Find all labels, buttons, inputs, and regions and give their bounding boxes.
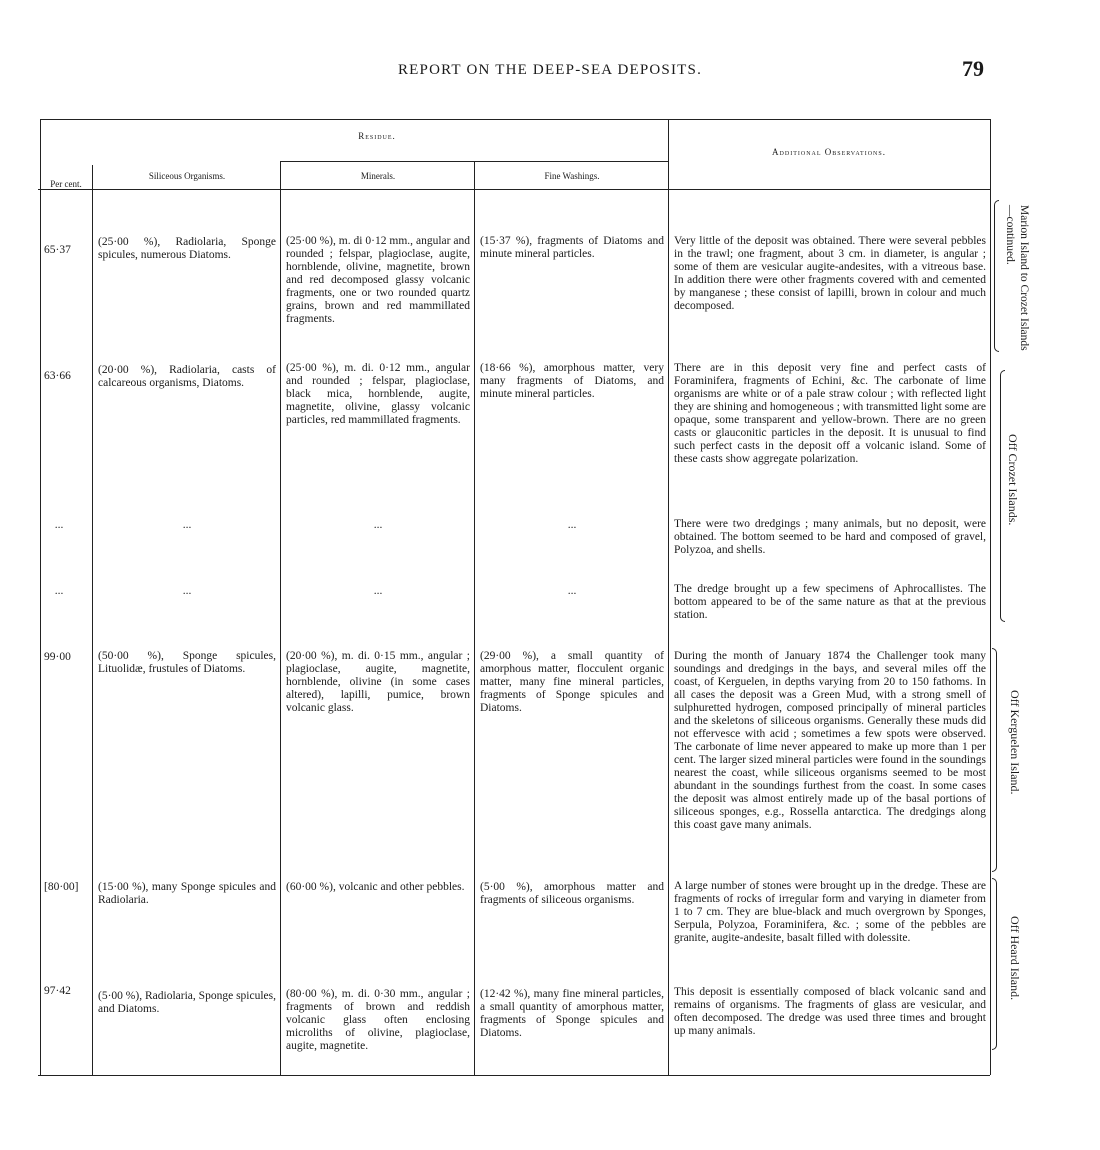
siliceous-heading: Siliceous Organisms. [148, 171, 226, 181]
row7-minerals: (80·00 %), m. di. 0·30 mm., angular ; fragments of brown and reddish volcanic glass often enclosing microliths of olivine, plagioclase, augite, magnetite. [286, 988, 470, 1052]
side-label-kerguelen: Off Kerguelen Island. [1008, 690, 1022, 795]
table-top-rule [40, 119, 990, 120]
col-rule-2 [280, 161, 281, 1075]
minerals-heading: Minerals. [360, 171, 396, 181]
row5-minerals: (20·00 %), m. di. 0·15 mm., angular ; plagioclase, augite, magnetite, hornblende, olivine (in some cases altered), lapilli, pumice, brown volcanic glass. [286, 650, 470, 714]
row1-per-cent: 65·37 [44, 244, 71, 256]
row3-observations: There were two dredgings ; many animals, but no deposit, were obtained. The bottom seemed to be hard and composed of gravel, Polyzoa, and shells. [674, 518, 986, 556]
row2-fine-washings: (18·66 %), amorphous matter, very many fragments of Diatoms, and minute mineral particles. [480, 362, 664, 400]
row5-siliceous: (50·00 %), Sponge spicules, Lituolidæ, frustules of Diatoms. [98, 650, 276, 675]
row1-observations: Very little of the deposit was obtained. There were several pebbles in the trawl; one fragment, about 3 cm. in diameter, is angular ; some of them are vesicular augite-andesites, with a vitreous base. In addition there were other fragments covered with and cemented by manganese ; these consist of lapilli, brown in colour and much decomposed. [674, 235, 986, 312]
row6-fine-washings: (5·00 %), amorphous matter and fragments of siliceous organisms. [480, 881, 664, 906]
row1-minerals: (25·00 %), m. di 0·12 mm., angular and rounded ; felspar, plagioclase, augite, hornblende, olivine, magnetite, brown and red decomposed glassy volcanic fragments, one or two rounded quartz grains, brown and red mammillated fragments. [286, 235, 470, 325]
side-label-marion: Marion Island to Crozet Islands—continued. [1004, 205, 1030, 351]
row6-siliceous: (15·00 %), many Sponge spicules and Radiolaria. [98, 881, 276, 906]
row3-fine-washings: ... [567, 519, 577, 531]
residue-heading: Residue. [358, 131, 396, 141]
row2-observations: There are in this deposit very fine and perfect casts of Foraminifera, fragments of Echini, &c. The carbonate of lime organisms are white or of a pale straw colour ; with reflected light they are shining and homogeneous ; with transmitted light some are opaque, some transparent and yellow-brown. There are no green casts or glauconitic particles in the deposit. It is unusual to find such perfect casts in the deposit off a volcanic island. Some of these casts show aggregate polarization. [674, 362, 986, 465]
table-left-rule [40, 119, 41, 1075]
observations-heading: Additional Observations. [772, 147, 886, 157]
row7-siliceous: (5·00 %), Radiolaria, Sponge spicules, and Diatoms. [98, 990, 276, 1015]
table-bottom-rule [38, 1075, 990, 1076]
side-label-crozet: Off Crozet Islands. [1006, 434, 1020, 526]
row2-minerals: (25·00 %), m. di. 0·12 mm., angular and rounded ; felspar, plagioclase, black mica, hornblende, augite, magnetite, olivine, glassy volcanic particles, red mammillated fragments. [286, 362, 470, 426]
row4-siliceous: ... [182, 585, 192, 597]
row4-per-cent: ... [54, 585, 64, 597]
row6-minerals: (60·00 %), volcanic and other pebbles. [286, 881, 465, 893]
crozet-brace [1000, 370, 1005, 622]
row1-siliceous: (25·00 %), Radiolaria, Sponge spicules, numerous Diatoms. [98, 236, 276, 261]
row7-fine-washings: (12·42 %), many fine mineral particles, a small quantity of amorphous matter, fragments of Sponge spicules and Diatoms. [480, 988, 664, 1039]
row4-observations: The dredge brought up a few specimens of Aphrocallistes. The bottom appeared to be of the same nature as that at the previous station. [674, 583, 986, 621]
heard-brace [992, 878, 997, 1050]
kerguelen-brace [992, 648, 997, 872]
row3-per-cent: ... [54, 519, 64, 531]
header-bottom-rule [38, 189, 990, 190]
page-number: 79 [962, 56, 984, 81]
row2-per-cent: 63·66 [44, 370, 71, 382]
row3-siliceous: ... [182, 519, 192, 531]
marion-brace [994, 200, 999, 352]
fine-washings-heading: Fine Washings. [544, 171, 600, 181]
row5-per-cent: 99·00 [44, 651, 71, 663]
row6-observations: A large number of stones were brought up in the dredge. These are fragments of rocks of irregular form and varying in diameter from 1 to 7 cm. They are blue-black and much overgrown by Sponges, Serpula, Polyzoa, Foraminifera, &c. ; some of the pebbles are granite, augite-andesite, basalt filled with dolessite. [674, 880, 986, 944]
table-right-rule [990, 119, 991, 1075]
col-rule-1 [92, 165, 93, 1075]
row7-observations: This deposit is essentially composed of black volcanic sand and remains of organisms. The fragments of glass are vesicular, and often decomposed. The dredge was used three times and brought up many animals. [674, 986, 986, 1037]
row3-minerals: ... [373, 519, 383, 531]
row5-observations: During the month of January 1874 the Challenger took many soundings and dredgings in the bays, and several miles off the coast, of Kerguelen, in depths varying from 20 to 150 fathoms. In all cases the deposit was a Green Mud, with a strong smell of sulphuretted hydrogen, composed principally of mineral particles and the skeletons of siliceous organisms. Generally these muds did not effervesce with acid ; sometimes a few spots were observed. The carbonate of lime never appeared to make up more than 1 per cent. The larger sized mineral particles were found in the soundings nearest the coast, while siliceous organisms seemed to be most abundant in the soundings furthest from the coast. In some cases the deposit was almost entirely made up of the basal portions of siliceous sponges, e.g., Rossella antarctica. The dredgings along this coast gave many animals. [674, 650, 986, 831]
col-rule-4 [668, 119, 669, 1075]
row5-fine-washings: (29·00 %), a small quantity of amorphous matter, flocculent organic matter, many fine mineral particles, fragments of Sponge spicules and Diatoms. [480, 650, 664, 714]
running-title: REPORT ON THE DEEP-SEA DEPOSITS. [397, 62, 703, 78]
row1-fine-washings: (15·37 %), fragments of Diatoms and minute mineral particles. [480, 235, 664, 260]
row4-fine-washings: ... [567, 585, 577, 597]
side-label-heard: Off Heard Island. [1008, 916, 1022, 1001]
col-rule-3 [474, 161, 475, 1075]
row7-per-cent: 97·42 [44, 985, 71, 997]
row6-per-cent: [80·00] [44, 881, 79, 893]
per-cent-heading: Per cent. [50, 179, 82, 189]
row4-minerals: ... [373, 585, 383, 597]
row2-siliceous: (20·00 %), Radiolaria, casts of calcareous organisms, Diatoms. [98, 364, 276, 389]
